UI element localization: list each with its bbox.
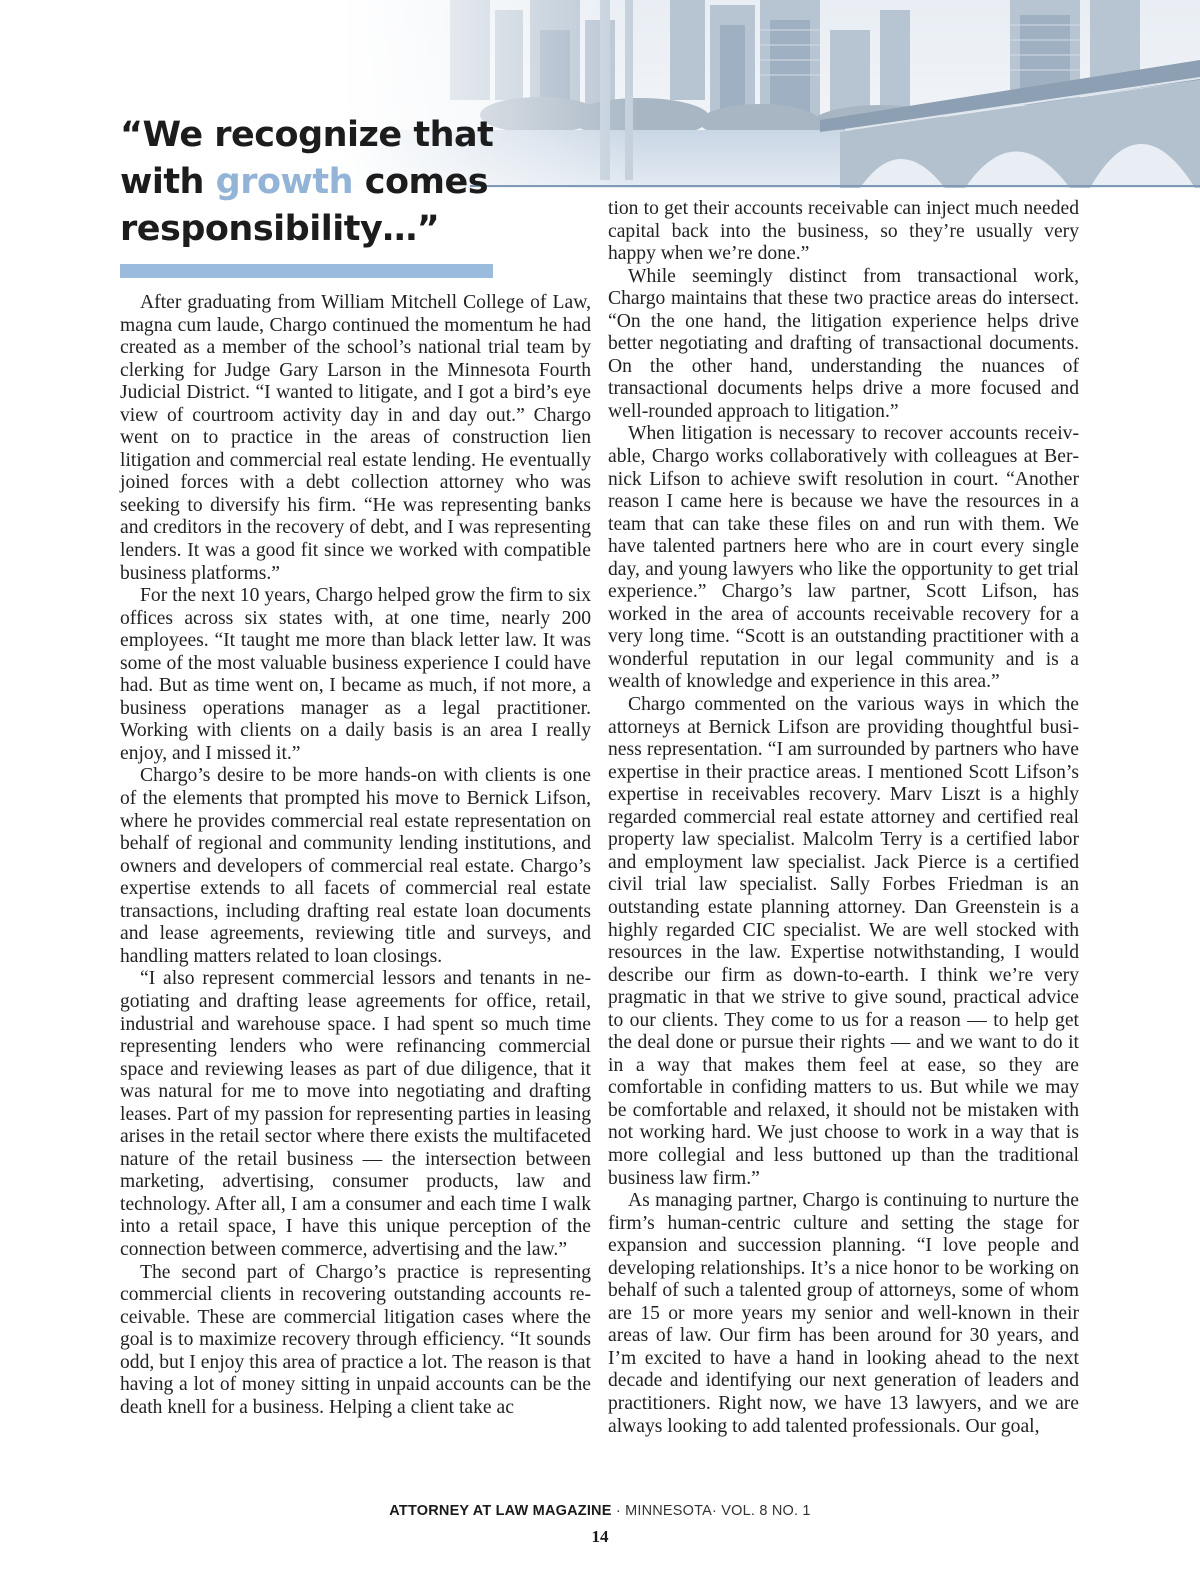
article-paragraph: As managing partner, Chargo is continuing to nurture the firm’s human-centric culture and setting the stage for expansion and succession planning. “I love people and developing relationships. It’s a nice honor to be working on behalf of such a talented group of attorneys, some of whom are 15 or more years my senior and well-known in their areas of law. Our firm has been around for 30 years, and I’m excited to have a hand in looking ahead to the next decade and identifying our next generation of leaders and practitioners. Right now, we have 13 lawyers, and we are always looking to add talented professionals. Our goal, xyxy=(608,1190,1079,1437)
article-paragraph: For the next 10 years, Chargo helped grow the firm to six offices across six states with, at one time, nearly 200 employees. “It taught me more than black letter law. It was some of the most valuable business experience I could have had. But as time went on, I became as much, if not more, a business operations manager as a legal practitioner. Working with clients on a daily basis is an area I really enjoy, and I missed it.” xyxy=(120,585,591,764)
pull-quote-line-2 xyxy=(120,159,500,206)
footer-magazine-name: ATTORNEY AT LAW MAGAZINE xyxy=(389,1503,612,1519)
article-paragraph: The second part of Chargo’s practice is representing commercial clients in recovering outstanding accounts receivable. These are commercial litigation cases where the goal is to maximize recovery through efficiency. “It sounds odd, but I enjoy this area of practice a lot. The reason is that having a lot of money sitting in unpaid accounts can be the death knell for a business. Helping a client take ac xyxy=(120,1261,591,1418)
pull-quote-accent-word: growth xyxy=(215,162,354,202)
footer-publication-line xyxy=(0,1503,1200,1519)
article-paragraph-continued: tion to get their accounts receivable can inject much needed capital back into the business, so they’re usually very happy when we’re done.” xyxy=(608,198,1079,265)
page-number: 14 xyxy=(591,1527,609,1546)
pull-quote-line-2-start: with xyxy=(120,162,216,202)
article-paragraph: “I also represent commercial lessors and tenants in negotiating and drafting lease agreements for office, retail, industrial and warehouse space. I had spent so much time representing lenders who were refinancing commercial space and reviewing leases as part of due diligence, that it was natural for me to move into negotiating and drafting leases. Part of my passion for representing parties in leasing arises in the retail sector where there exists the multifaceted nature of the retail business — the intersection between marketing, advertising, consumer products, law and technology. After all, I am a consumer and each time I walk into a retail space, I have this unique perception of the connection between commerce, advertising and the law.” xyxy=(120,968,591,1260)
footer-edition: · MINNESOTA· VOL. 8 NO. 1 xyxy=(611,1503,811,1519)
article-paragraph: When litigation is necessary to recover accounts receivable, Chargo works collaboratively with colleagues at Bernick Lifson to achieve swift resolution in court. “Another reason I came here is because we have the resources in a team that can take these files on and run with them. We have talented partners here who are in court every single day, and young lawyers who like the opportunity to get trial experience.” Chargo’s law partner, Scott Lifson, has worked in the area of accounts receivable recovery for a very long time. “Scott is an outstanding practitioner with a wonderful reputation in our legal community and is a wealth of knowledge and experience in this area.” xyxy=(608,423,1079,693)
article-paragraph: While seemingly distinct from transactional work, Chargo maintains that these two practice areas do intersect. “On the one hand, the litigation experience helps drive better negotiating and drafting of transactional documents. On the other hand, understanding the nuances of transactional documents helps drive a more focused and well-rounded approach to litigation.” xyxy=(608,265,1079,422)
pull-quote-underline-bar xyxy=(120,264,493,278)
article-paragraph: Chargo commented on the various ways in which the attorneys at Bernick Lifson are providing thoughtful business representation. “I am surrounded by partners who have expertise in their practice areas. I mentioned Scott Lifson’s expertise in receivables recovery. Marv Liszt is a highly regarded commercial real estate attorney and certified real property law specialist. Malcolm Terry is a certified labor and employment law specialist. Jack Pierce is a certified civil trial law specialist. Sally Forbes Friedman is an outstanding estate planning attorney. Dan Greenstein is a highly regarded CIC specialist. We are well stocked with resources in the law. Expertise notwithstanding, I would describe our firm as down-to-earth. I think we’re very pragmatic in that we strive to give sound, practical advice to our clients. They come to us for a reason — to help get the deal done or pursue their rights — and we want to do it in a way that makes them feel at ease, so they are comfortable in confiding matters to us. But while we may be comfortable and relaxed, it should not be mistaken with not working hard. We just choose to work in a way that is more collegial and less buttoned up than the traditional business law firm.” xyxy=(608,694,1079,1189)
article-left-column xyxy=(120,292,591,1419)
article-right-column xyxy=(608,198,1079,1438)
pull-quote-line-3: responsibility…” xyxy=(120,209,440,249)
article-paragraph: Chargo’s desire to be more hands-on with clients is one of the elements that prompted his move to Bernick Lifson, where he provides commercial real estate representation on behalf of regional and community lending institutions, and owners and developers of commercial real estate. Chargo’s expertise extends to all facets of commercial real estate transactions, including drafting real estate loan documents and lease agreements, reviewing title and surveys, and handling matters related to loan closings. xyxy=(120,765,591,967)
pull-quote xyxy=(120,112,500,253)
article-paragraph: After graduating from William Mitchell College of Law, magna cum laude, Chargo continued the momentum he had created as a member of the school’s national trial team by clerking for Judge Gary Larson in the Minnesota Fourth Judicial District. “I wanted to litigate, and I got a bird’s eye view of courtroom activity day in and day out.” Chargo went on to practice in the areas of construction lien litigation and commercial real estate lending. He eventually joined forces with a debt collection attorney who was seeking to diversify his firm. “He was representing banks and creditors in the recovery of debt, and I was representing lenders. It was a good fit since we worked with compatible business platforms.” xyxy=(120,292,591,584)
pull-quote-line-1: “We recognize that xyxy=(120,115,494,155)
pull-quote-line-2-end: comes xyxy=(353,162,489,202)
